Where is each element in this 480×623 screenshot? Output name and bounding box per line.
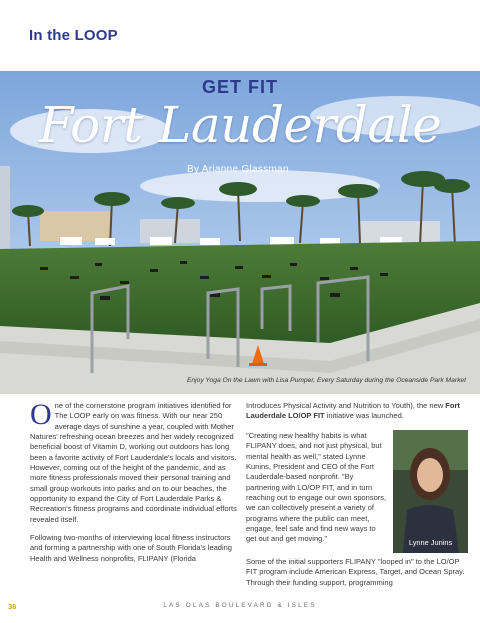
byline: By Arianne Glassman <box>187 164 289 175</box>
article-column-2 <box>246 401 472 422</box>
paragraph-intro <box>30 398 242 525</box>
portrait-photo <box>393 430 468 553</box>
hero-title: Fort Lauderdale <box>38 96 442 154</box>
dropcap: O <box>30 398 52 431</box>
hero-kicker: GET FIT <box>202 77 278 97</box>
quote-column <box>246 431 388 545</box>
quote-paragraph: "Creating new healthy habits is what FLIPANY does, and not just physical, but mental health as well," stated Lynne Kunins, President and CEO of the Fort Lauderdale-based nonprofit. "By partnering with LO/OP FIT, and in turn reaching out to engage our own sponsors, we can collectively present a variety of programs where the public can meet, engage, feel safe and find new ways to get out and get moving." <box>246 431 387 544</box>
page-number: 36 <box>8 602 17 611</box>
paragraph-supporters: Some of the initial supporters FLIPANY "looped in" to the LO/OP FIT program include American Express, Target, and Ocean Spray. Through their funding support, programming <box>246 557 465 587</box>
paragraph-launch <box>246 401 472 422</box>
program-name: Fort Lauderdale LO/OP FIT <box>246 401 460 421</box>
portrait-label: Lynne Junins <box>408 538 453 547</box>
portrait-image <box>393 430 468 553</box>
article-column-1 <box>30 398 242 564</box>
intro-text: ne of the cornerstone program initiatives identified for The LOOP early on was fitness. With our near 250 average days of sunshine a year, coupled with Mother Natures' refreshing ocean breezes and her widely recognized beneficial boost of Vitamin D, working out outdoors has long been a favorite activity of Fort Lauderdale's locals and visitors. However, coming out of the height of the pandemic, and as more fitness professionals moved their personal training and small group workouts into parks and on to our beaches, the opportunity to expand the City of Fort Lauderdale Parks & Recreation's fitness programs and coordinate individual efforts revealed itself. <box>30 401 237 524</box>
launch-text-b: initiative was launched. <box>324 411 404 421</box>
section-title: In the LOOP <box>29 27 118 44</box>
paragraph-partnership: Following two-months of interviewing local fitness instructors and forming a partnership with one of South Florida's leading Health and Wellness nonprofits, FLIPANY (Florida <box>30 533 232 563</box>
photo-caption: Enjoy Yoga On the Lawn with Lisa Pumper, Every Saturday during the Oceanside Park Market <box>186 377 466 384</box>
article-column-2-bottom <box>246 557 472 588</box>
launch-text-a: Introduces Physical Activity and Nutrition to Youth), the new <box>246 401 446 410</box>
footer-masthead: LAS OLAS BOULEVARD & ISLES <box>163 602 317 609</box>
